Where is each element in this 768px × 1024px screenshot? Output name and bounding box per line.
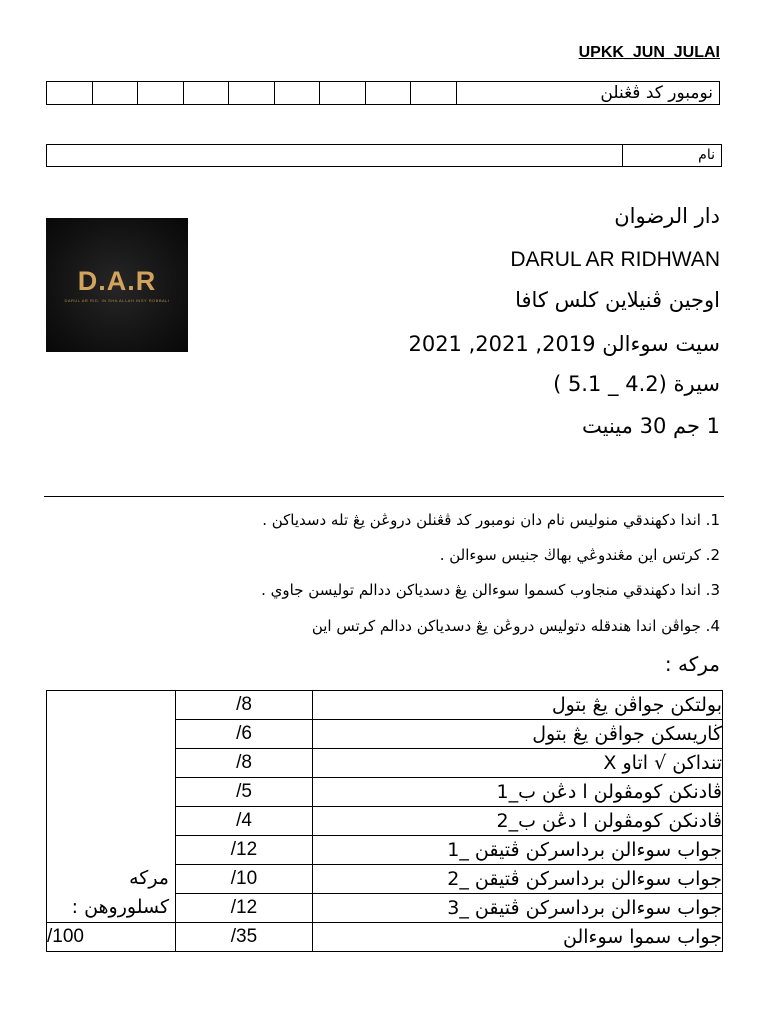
desc-cell: بولتكن جواڤن يڠ بتول	[313, 691, 723, 720]
name-field[interactable]	[47, 145, 623, 166]
desc-cell: تنداكن √ اتاو X	[313, 749, 723, 778]
candidate-digit-box-8[interactable]	[366, 82, 412, 104]
desc-cell: جواب سوءالن برداسركن ڤتيقن _2	[313, 865, 723, 894]
table-row	[47, 691, 723, 720]
desc-cell: جواب سوءالن برداسركن ڤتيقن _3	[313, 894, 723, 923]
name-label: نام	[698, 147, 715, 163]
candidate-digit-box-9[interactable]	[411, 82, 457, 104]
subject: سيرة (4.2 _ 5.1 )	[553, 372, 720, 396]
candidate-digit-box-3[interactable]	[138, 82, 184, 104]
candidate-digit-box-1[interactable]	[47, 82, 93, 104]
desc-cell: ڤادنكن كومڤولن ا دڠن ب_2	[313, 807, 723, 836]
duration: 1 جم 30 مينيت	[582, 414, 720, 438]
candidate-digit-box-7[interactable]	[320, 82, 366, 104]
overall-label-cell	[47, 691, 176, 923]
desc-cell: جواب سوءالن برداسركن ڤتيقن _1	[313, 836, 723, 865]
candidate-digit-box-4[interactable]	[184, 82, 230, 104]
mark-cell: /8	[176, 691, 313, 720]
instruction-1: 1. اندا دكهندقي منوليس نام دان نومبور كد ڤڠنلن دروڠن يڠ تله دسدياكن .	[262, 511, 720, 529]
section-divider	[44, 496, 724, 497]
mark-cell: /8	[176, 749, 313, 778]
mark-cell: /6	[176, 720, 313, 749]
school-logo	[46, 218, 188, 352]
logo-text: D.A.R	[77, 266, 157, 296]
instruction-3: 3. اندا دكهندقي منجاوب كسموا سوءالن يڠ دسدياكن ددالم توليسن جاوي .	[261, 581, 720, 599]
mark-cell: /12	[176, 836, 313, 865]
mark-cell: /4	[176, 807, 313, 836]
marks-table	[46, 690, 723, 952]
mark-cell: /10	[176, 865, 313, 894]
candidate-digit-box-2[interactable]	[93, 82, 139, 104]
question-set: سيت سوءالن 2019, 2021, 2021	[408, 332, 720, 356]
school-name-jawi: دار الرضوان	[614, 204, 720, 228]
candidate-digit-box-5[interactable]	[229, 82, 275, 104]
exam-code: UPKK_JUN_JULAI	[578, 44, 720, 61]
logo-subtext: DARUL AR RID. IN SHA ALLAH INSY ROBBALI	[64, 298, 170, 303]
candidate-number-label: نومبور كد ڤڠنلن	[600, 83, 713, 103]
mark-cell: /12	[176, 894, 313, 923]
name-row	[46, 144, 722, 167]
instruction-2: 2. كرتس اين مڠندوڠي بهاڬ جنيس سوءالن .	[439, 546, 720, 564]
candidate-digit-box-6[interactable]	[275, 82, 321, 104]
instruction-4: 4. جواڤن اندا هندقله دتوليس دروڠن يڠ دسدياكن ددالم كرتس اين	[311, 617, 720, 635]
mark-cell: /5	[176, 778, 313, 807]
total-mark-cell: /35	[176, 923, 313, 952]
desc-cell: ڬاريسكن جواڤن يڠ بتول	[313, 720, 723, 749]
candidate-number-row	[46, 81, 720, 105]
table-row-total	[47, 923, 723, 952]
overall-label-line1: مركه	[129, 867, 169, 889]
desc-cell: ڤادنكن كومڤولن ا دڠن ب_1	[313, 778, 723, 807]
school-name-rumi: DARUL AR RIDHWAN	[510, 248, 720, 271]
overall-total: /100	[47, 923, 176, 952]
exam-title: اوجين ڤنيلاين كلس كافا	[515, 288, 720, 312]
total-desc-cell: جواب سموا سوءالن	[313, 923, 723, 952]
marks-label: مركه :	[664, 652, 720, 676]
overall-label-line2: كسلوروهن :	[71, 896, 169, 918]
